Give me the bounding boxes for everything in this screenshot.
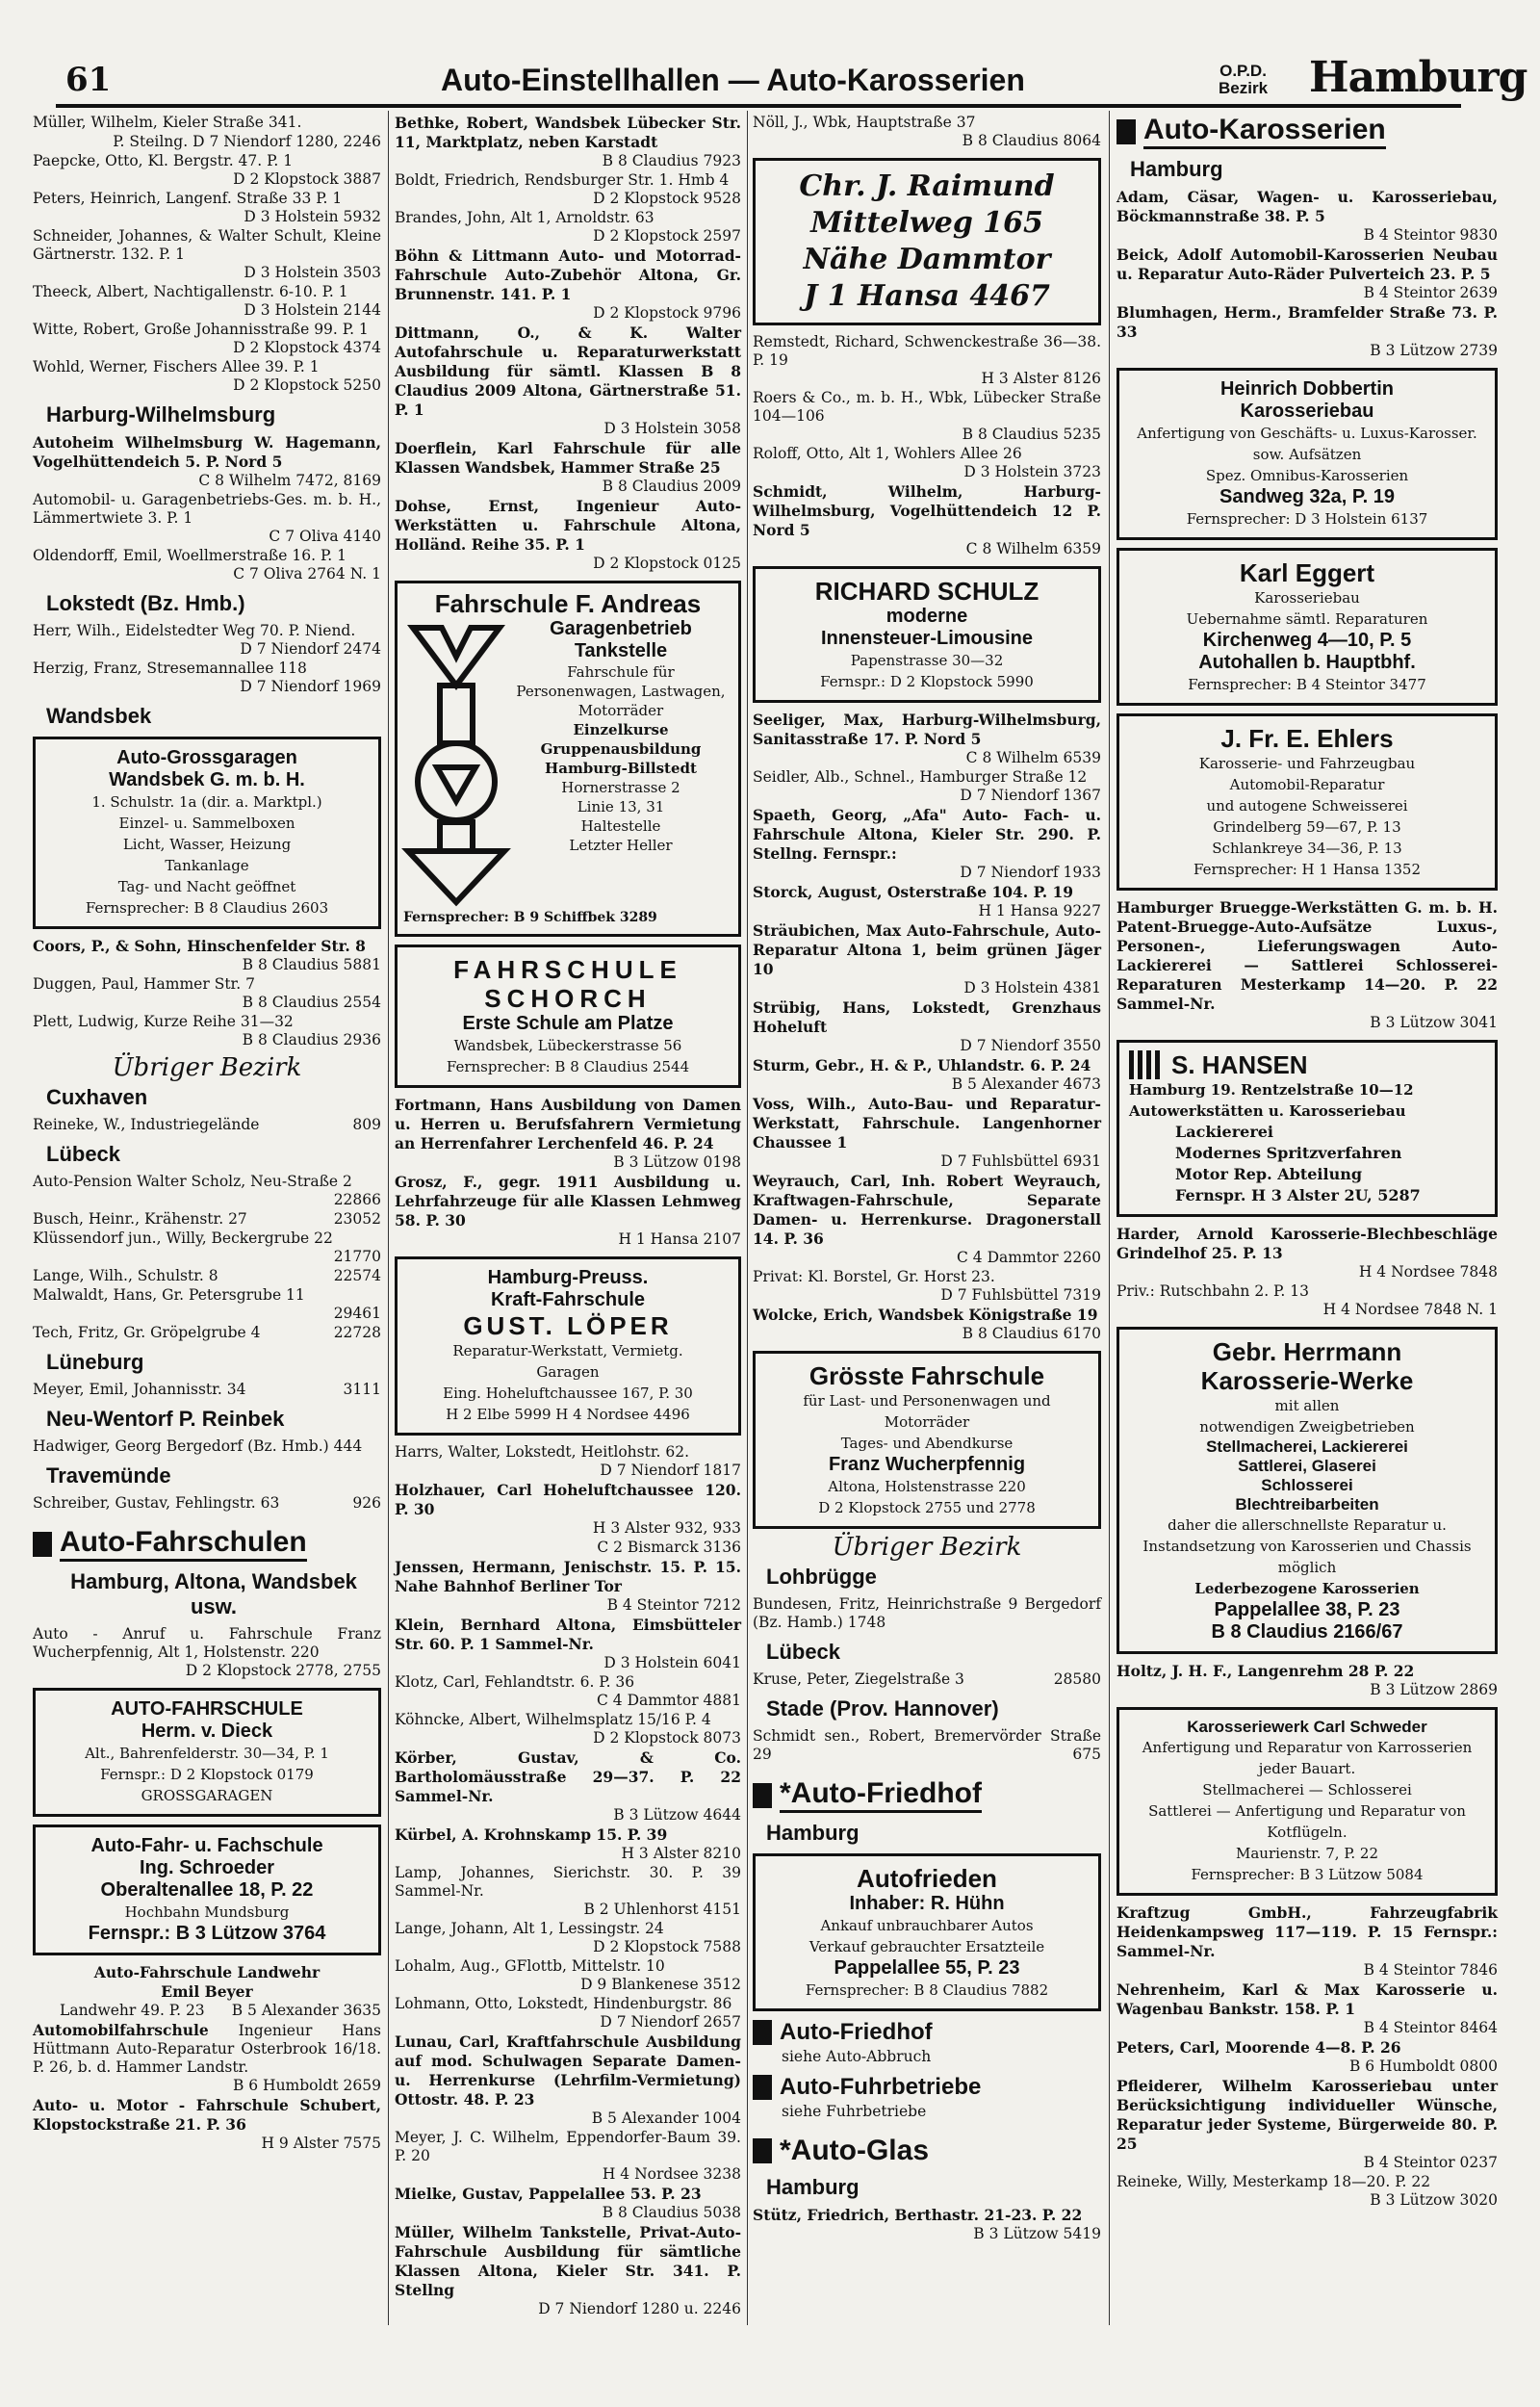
listing-entry: Paepcke, Otto, Kl. Bergstr. 47. P. 1 D 2 Klopstock 3887: [33, 152, 381, 188]
subheading-cuxhaven: Cuxhaven: [46, 1085, 148, 1109]
ad-box-andreas: Fahrschule F. Andreas Garagenbetrieb Tankstelle Fahrschule für Personenwagen, Lastwagen, Motorräder Einzelkurse Gruppenausbildung Hamburg-Billstedt Hornerstrasse 2 Linie 13, 31 Haltestelle Letzter Heller Fernsprecher: B 9 Schiffbek 3289: [395, 581, 741, 937]
section-auto-fuhrbetriebe: Auto-Fuhrbetriebe: [753, 2074, 1101, 2101]
listing-entry: Bundesen, Fritz, Heinrichstraße 9 Bergedorf (Bz. Hamb.) 1748: [753, 1595, 1101, 1631]
listing-entry: Plett, Ludwig, Kurze Reihe 31—32 B 8 Claudius 2936: [33, 1013, 381, 1048]
header-rule: [56, 104, 1461, 108]
listing-entry: Strübig, Hans, Lokstedt, Grenzhaus Hoheluft D 7 Niendorf 3550: [753, 998, 1101, 1054]
listing-entry: Klein, Bernhard Altona, Eimsbütteler Str. 60. P. 1 Sammel-Nr. D 3 Holstein 6041: [395, 1616, 741, 1671]
listing-entry: Seeliger, Max, Harburg-Wilhelmsburg, Sanitasstraße 17. P. Nord 5 C 8 Wilhelm 6539: [753, 711, 1101, 766]
ad-box-ehlers: J. Fr. E. Ehlers Karosserie- und Fahrzeugbau Automobil-Reparatur und autogene Schweisserei Grindelberg 59—67, P. 13 Schlankreye 34—36, P. 13 Fernsprecher: H 1 Hansa 1352: [1116, 713, 1498, 891]
listing-entry: Remstedt, Richard, Schwenckestraße 36—38. P. 19 H 3 Alster 8126: [753, 333, 1101, 387]
subheading-harburg: Harburg-Wilhelmsburg: [46, 402, 276, 427]
section-square-icon: [753, 2075, 772, 2100]
listing-entry: Kruse, Peter, Ziegelstraße 3 28580: [753, 1670, 1101, 1688]
listing-entry: Klüssendorf jun., Willy, Beckergrube 22 21770: [33, 1229, 381, 1265]
listing-entry: Automobilfahrschule Ingenieur Hans Hüttmann Auto-Reparatur Osterbrook 16/18. P. 26, b. d. Hammer Landstr. B 6 Humboldt 2659: [33, 2021, 381, 2094]
listing-entry: Reineke, Willy, Mesterkamp 18—20. P. 22 B 3 Lützow 3020: [1116, 2173, 1498, 2209]
listing-entry: Kraftzug GmbH., Fahrzeugfabrik Heidenkampsweg 117—119. P. 15 Fernspr.: Sammel-Nr. B 4 Steintor 7846: [1116, 1903, 1498, 1979]
listing-entry: Blumhagen, Herm., Bramfelder Straße 73. P. 33 B 3 Lützow 2739: [1116, 303, 1498, 359]
column-1: [33, 114, 381, 2290]
subheading-hamburg: Hamburg: [766, 2175, 860, 2199]
page-title: Auto-Einstellhallen — Auto-Karosserien: [441, 63, 1025, 97]
listing-entry: Auto-Pension Walter Scholz, Neu-Straße 2 22866: [33, 1173, 381, 1208]
ad-box-herrmann: Gebr. Herrmann Karosserie-Werke mit allen notwendigen Zweigbetrieben Stellmacherei, Lackiererei Sattlerei, Glaserei Schlosserei Blechtreibarbeiten daher die allerschnellste Reparatur u. Instandsetzung von Karosserien und Chassis möglich Lederbezogene Karosserien Pappelallee 38, P. 23 B 8 Claudius 2166/67: [1116, 1327, 1498, 1654]
listing-entry: Fortmann, Hans Ausbildung von Damen u. Herren u. Berufsfahrern Vermietung an Herrenfahrer Lerchenfeld 46. P. 24 B 3 Lützow 0198: [395, 1096, 741, 1171]
listing-entry: Boldt, Friedrich, Rendsburger Str. 1. Hmb 4 D 2 Klopstock 9528: [395, 171, 741, 207]
subheading-luebeck: Lübeck: [766, 1640, 841, 1664]
ad-box-raimund: Chr. J. Raimund Mittelweg 165 Nähe Dammtor J 1 Hansa 4467: [753, 158, 1101, 325]
page-header: [56, 53, 1527, 102]
see-reference: siehe Auto-Abbruch: [782, 2048, 932, 2065]
listing-entry: Meyer, J. C. Wilhelm, Eppendorfer-Baum 39. P. 20 H 4 Nordsee 3238: [395, 2129, 741, 2183]
section-auto-fahrschulen: Auto-Fahrschulen: [33, 1526, 381, 1562]
listing-entry: Doerflein, Karl Fahrschule für alle Klassen Wandsbek, Hammer Straße 25 B 8 Claudius 2009: [395, 439, 741, 495]
listing-entry: Brandes, John, Alt 1, Arnoldstr. 63 D 2 Klopstock 2597: [395, 209, 741, 245]
listing-entry: Grosz, F., gegr. 1911 Ausbildung u. Lehrfahrzeuge für alle Klassen Lehmweg 58. P. 30 H 1 Hansa 2107: [395, 1173, 741, 1248]
section-auto-friedhof-ref: Auto-Friedhof: [753, 2019, 1101, 2046]
listing-entry: Duggen, Paul, Hammer Str. 7 B 8 Claudius 2554: [33, 975, 381, 1011]
section-square-icon: [33, 1532, 52, 1557]
listing-entry: Schneider, Johannes, & Walter Schult, Kleine Gärtnerstr. 132. P. 1 D 3 Holstein 3503: [33, 227, 381, 281]
subheading-luebeck: Lübeck: [46, 1142, 121, 1166]
ad-box-dieck: AUTO-FAHRSCHULE Herm. v. Dieck Alt., Bahrenfelderstr. 30—34, P. 1 Fernspr.: D 2 Klopstock 0179 GROSSGARAGEN: [33, 1688, 381, 1817]
section-square-icon: [753, 2138, 772, 2163]
subheading-uebriger-bezirk: Übriger Bezirk: [112, 1053, 302, 1082]
listing-entry: Harrs, Walter, Lokstedt, Heitlohstr. 62. D 7 Niendorf 1817: [395, 1443, 741, 1479]
listing-entry: Tech, Fritz, Gr. Gröpelgrube 4 22728: [33, 1324, 381, 1341]
city-heading: Hamburg: [1309, 53, 1527, 102]
subheading-stade: Stade (Prov. Hannover): [766, 1696, 999, 1721]
listing-entry: Lange, Johann, Alt 1, Lessingstr. 24 D 2 Klopstock 7588: [395, 1920, 741, 1955]
listing-entry: Lange, Wilh., Schulstr. 8 22574: [33, 1267, 381, 1284]
listing-entry: Malwaldt, Hans, Gr. Petersgrube 11 29461: [33, 1286, 381, 1322]
subheading-hamburg: Hamburg: [1130, 157, 1223, 181]
listing-entry: Kürbel, A. Krohnskamp 15. P. 39 H 3 Alster 8210: [395, 1825, 741, 1862]
listing-entry: Wolcke, Erich, Wandsbek Königstraße 19 B 8 Claudius 6170: [753, 1306, 1101, 1342]
listing-entry: Peters, Heinrich, Langenf. Straße 33 P. 1 D 3 Holstein 5932: [33, 190, 381, 225]
section-auto-glas: *Auto-Glas: [753, 2135, 1101, 2167]
listing-entry: Pfleiderer, Wilhelm Karosseriebau unter Berücksichtigung individueller Wünsche, Reparatur jeder Systeme, Bürgerweide 80. P. 25 B 4 Steintor 0237: [1116, 2077, 1498, 2171]
listing-entry: Adam, Cäsar, Wagen- u. Karosseriebau, Böckmannstraße 38. P. 5 B 4 Steintor 9830: [1116, 188, 1498, 244]
listing-entry: Schreiber, Gustav, Fehlingstr. 63 926: [33, 1494, 381, 1512]
listing-entry: Sturm, Gebr., H. & P., Uhlandstr. 6. P. 24 B 5 Alexander 4673: [753, 1056, 1101, 1093]
listing-entry: Nehrenheim, Karl & Max Karosserie u. Wagenbau Bankstr. 158. P. 1 B 4 Steintor 8464: [1116, 1980, 1498, 2036]
listing-entry: Dohse, Ernst, Ingenieur Auto-Werkstätten u. Fahrschule Altona, Holländ. Reihe 35. P. 1 D 2 Klopstock 0125: [395, 497, 741, 572]
ad-box-schroeder: Auto-Fahr- u. Fachschule Ing. Schroeder Oberaltenallee 18, P. 22 Hochbahn Mundsburg Fernspr.: B 3 Lützow 3764: [33, 1825, 381, 1955]
listing-entry: Klotz, Carl, Fehlandtstr. 6. P. 36 C 4 Dammtor 4881: [395, 1673, 741, 1709]
ad-box-hansen: S. HANSEN Hamburg 19. Rentzelstraße 10—12 Autowerkstätten u. Karosseriebau Lackiererei Modernes Spritzverfahren Motor Rep. Abteilung Fernspr. H 3 Alster 2U, 5287: [1116, 1040, 1498, 1217]
section-square-icon: [1116, 119, 1136, 144]
listing-entry: Schmidt, Wilhelm, Harburg-Wilhelmsburg, Vogelhüttendeich 12 P. Nord 5 C 8 Wilhelm 6359: [753, 482, 1101, 557]
listing-entry: Weyrauch, Carl, Inh. Robert Weyrauch, Kraftwagen-Fahrschule, Separate Damen- u. Herrenkurse. Dragonerstall 14. P. 36 C 4 Dammtor 2260: [753, 1172, 1101, 1266]
listing-entry: Witte, Robert, Große Johannisstraße 99. P. 1 D 2 Klopstock 4374: [33, 321, 381, 356]
ad-box-schorch: FAHRSCHULE SCHORCH Erste Schule am Platze Wandsbek, Lübeckerstrasse 56 Fernsprecher: B 8 Claudius 2544: [395, 945, 741, 1088]
section-square-icon: [753, 2020, 772, 2045]
section-auto-friedhof: *Auto-Friedhof: [753, 1777, 1101, 1813]
ad-box-autofrieden: Autofrieden Inhaber: R. Hühn Ankauf unbrauchbarer Autos Verkauf gebrauchter Ersatzteile Pappelallee 55, P. 23 Fernsprecher: B 8 Claudius 7882: [753, 1853, 1101, 2011]
subheading-travemuende: Travemünde: [46, 1463, 171, 1488]
listing-entry: Roloff, Otto, Alt 1, Wohlers Allee 26 D 3 Holstein 3723: [753, 445, 1101, 480]
listing-entry: Schmidt sen., Robert, Bremervörder Straße 29 675: [753, 1727, 1101, 1763]
page-number: 61: [65, 61, 112, 99]
ad-box-dobbertin: Heinrich Dobbertin Karosseriebau Anfertigung von Geschäfts- u. Luxus-Karosser. sow. Aufsätzen Spez. Omnibus-Karosserien Sandweg 32a, P. 19 Fernsprecher: D 3 Holstein 6137: [1116, 368, 1498, 540]
listing-entry: Oldendorff, Emil, Woellmerstraße 16. P. 1 C 7 Oliva 2764 N. 1: [33, 547, 381, 582]
ad-box-loeper: Hamburg-Preuss. Kraft-Fahrschule GUST. LÖPER Reparatur-Werkstatt, Vermietg. Garagen Eing. Hoheluftchaussee 167, P. 30 H 2 Elbe 5999 H 4 Nordsee 4496: [395, 1256, 741, 1436]
arrow-logo-icon: [403, 618, 509, 907]
listing-entry: Harder, Arnold Karosserie-Blechbeschläge Grindelhof 25. P. 13 H 4 Nordsee 7848: [1116, 1225, 1498, 1281]
listing-entry: Privat: Kl. Borstel, Gr. Horst 23. D 7 Fuhlsbüttel 7319: [753, 1268, 1101, 1304]
listing-entry: Stütz, Friedrich, Berthastr. 21-23. P. 22 B 3 Lützow 5419: [753, 2206, 1101, 2242]
listing-entry: Automobil- u. Garagenbetriebs-Ges. m. b. H., Lämmertwiete 3. P. 1 C 7 Oliva 4140: [33, 491, 381, 545]
ad-box-grossgaragen: Auto-Grossgaragen Wandsbek G. m. b. H. 1. Schulstr. 1a (dir. a. Marktpl.) Einzel- u. Sammelboxen Licht, Wasser, Heizung Tankanlage Tag- und Nacht geöffnet Fernsprecher: B 8 Claudius 2603: [33, 737, 381, 929]
listing-entry: Müller, Wilhelm Tankstelle, Privat-Auto-Fahrschule Ausbildung für sämtliche Klassen Altona, Kieler Str. 341. P. Stellng D 7 Niendorf 1280 u. 2246: [395, 2223, 741, 2317]
listing-entry: Roers & Co., m. b. H., Wbk, Lübecker Straße 104—106 B 8 Claudius 5235: [753, 389, 1101, 443]
ad-box-schweder: Karosseriewerk Carl Schweder Anfertigung und Reparatur von Karrosserien jeder Bauart. Stellmacherei — Schlosserei Sattlerei — Anfertigung und Reparatur von Kotflügeln. Maurienstr. 7, P. 22 Fernsprecher: B 3 Lützow 5084: [1116, 1707, 1498, 1896]
column-divider: [747, 111, 748, 2325]
column-divider: [388, 111, 389, 2325]
column-3: [753, 114, 1101, 2290]
listing-entry: Holtz, J. H. F., Langenrehm 28 P. 22 B 3 Lützow 2869: [1116, 1662, 1498, 1698]
listing-entry: Priv.: Rutschbahn 2. P. 13 H 4 Nordsee 7848 N. 1: [1116, 1282, 1498, 1318]
listing-entry: Böhn & Littmann Auto- und Motorrad-Fahrschule Auto-Zubehör Altona, Gr. Brunnenstr. 141. P. 1 D 2 Klopstock 9796: [395, 246, 741, 322]
listing-entry: Dittmann, O., & K. Walter Autofahrschule u. Reparaturwerkstatt Ausbildung für sämtl. Klassen B 8 Claudius 2009 Altona, Gärtnerstraße 51. P. 1 D 3 Holstein 3058: [395, 324, 741, 437]
listing-entry: Seidler, Alb., Schnel., Hamburger Straße 12 D 7 Niendorf 1367: [753, 768, 1101, 804]
listing-entry: Lohalm, Aug., GFlottb, Mittelstr. 10 D 9 Blankenese 3512: [395, 1957, 741, 1993]
listing-entry: Meyer, Emil, Johannisstr. 34 3111: [33, 1381, 381, 1398]
listing-entry: Jenssen, Hermann, Jenischstr. 15. P. 15. Nahe Bahnhof Berliner Tor B 4 Steintor 7212: [395, 1558, 741, 1614]
listing-entry: Wohld, Werner, Fischers Allee 39. P. 1 D 2 Klopstock 5250: [33, 358, 381, 394]
listing-entry: Peters, Carl, Moorende 4—8. P. 26 B 6 Humboldt 0800: [1116, 2038, 1498, 2075]
listing-entry: Mielke, Gustav, Pappelallee 53. P. 23 B 8 Claudius 5038: [395, 2185, 741, 2221]
section-square-icon: [753, 1783, 772, 1808]
subheading-wandsbek: Wandsbek: [46, 704, 152, 728]
listing-entry: Voss, Wilh., Auto-Bau- und Reparatur-Werkstatt, Fahrschule. Langenhorner Chaussee 1 D 7 Fuhlsbüttel 6931: [753, 1095, 1101, 1170]
entry-list: [33, 114, 381, 395]
listing-entry: Auto- u. Motor - Fahrschule Schubert, Klopstockstraße 21. P. 36 H 9 Alster 7575: [33, 2096, 381, 2152]
listing-entry: Busch, Heinr., Krähenstr. 27 23052: [33, 1210, 381, 1228]
listing-entry: Herr, Wilh., Eidelstedter Weg 70. P. Niend. D 7 Niendorf 2474: [33, 622, 381, 658]
listing-entry: C 2 Bismarck 3136: [597, 1539, 741, 1556]
listing-entry: Auto-Fahrschule Landwehr Emil Beyer Landwehr 49. P. 23 B 5 Alexander 3635: [60, 1963, 381, 2019]
ad-box-groesste-fahrschule: Grösste Fahrschule für Last- und Personenwagen und Motorräder Tages- und Abendkurse Franz Wucherpfennig Altona, Holstenstrasse 220 D 2 Klopstock 2755 und 2778: [753, 1351, 1101, 1529]
subheading-lohbruegge: Lohbrügge: [766, 1565, 877, 1589]
listing-entry: Körber, Gustav, & Co. Bartholomäusstraße 29—37. P. 22 Sammel-Nr. B 3 Lützow 4644: [395, 1748, 741, 1824]
listing-entry: P. Steilng. D 7 Niendorf 1280, 2246: [113, 133, 381, 150]
listing-entry: Nöll, J., Wbk, Hauptstraße 37 B 8 Claudius 8064: [753, 114, 1101, 149]
listing-entry: Lohmann, Otto, Lokstedt, Hindenburgstr. 86 D 7 Niendorf 2657: [395, 1995, 741, 2031]
subheading-neu-wentorf: Neu-Wentorf P. Reinbek: [46, 1407, 285, 1431]
subheading-hamburg: Hamburg: [766, 1821, 860, 1845]
listing-entry: Storck, August, Osterstraße 104. P. 19 H 1 Hansa 9227: [753, 883, 1101, 919]
listing-entry: Beick, Adolf Automobil-Karosserien Neubau u. Reparatur Auto-Räder Pulverteich 23. P. 5 B 4 Steintor 2639: [1116, 246, 1498, 301]
listing-entry: Auto - Anruf u. Fahrschule Franz Wucherpfennig, Alt 1, Holstenstr. 220 D 2 Klopstock 2778, 2755: [33, 1625, 381, 1679]
listing-entry: Köhncke, Albert, Wilhelmsplatz 15/16 P. 4 D 2 Klopstock 8073: [395, 1711, 741, 1747]
listing-entry: Lamp, Johannes, Sierichstr. 30. P. 39 Sammel-Nr. B 2 Uhlenhorst 4151: [395, 1864, 741, 1918]
listing-entry: Coors, P., & Sohn, Hinschenfelder Str. 8 B 8 Claudius 5881: [33, 937, 381, 973]
ad-box-eggert: Karl Eggert Karosseriebau Uebernahme sämtl. Reparaturen Kirchenweg 4—10, P. 5 Autohallen b. Hauptbhf. Fernsprecher: B 4 Steintor 3477: [1116, 548, 1498, 706]
listing-entry: Sträubichen, Max Auto-Fahrschule, Auto-Reparatur Altona 1, beim grünen Jäger 10 D 3 Holstein 4381: [753, 921, 1101, 996]
subheading-hamburg-altona: Hamburg, Altona, Wandsbek usw.: [70, 1569, 357, 1618]
listing-entry: Theeck, Albert, Nachtigallenstr. 6-10. P. 1 D 3 Holstein 2144: [33, 283, 381, 319]
bars-logo-icon: [1129, 1050, 1162, 1079]
section-auto-karosserien: Auto-Karosserien: [1116, 114, 1498, 149]
column-4: [1116, 114, 1498, 2290]
listing-entry: Holzhauer, Carl Hoheluftchaussee 120. P. 30 H 3 Alster 932, 933: [395, 1481, 741, 1537]
subheading-uebriger-bezirk: Übriger Bezirk: [832, 1533, 1022, 1562]
opd-label: O.P.D. Bezirk: [1219, 62, 1269, 97]
listing-entry: Autoheim Wilhelmsburg W. Hagemann, Vogelhüttendeich 5. P. Nord 5 C 8 Wilhelm 7472, 8169: [33, 433, 381, 489]
ad-box-richard-schulz: RICHARD SCHULZ moderne Innensteuer-Limousine Papenstrasse 30—32 Fernspr.: D 2 Klopstock 5990: [753, 566, 1101, 703]
subheading-lokstedt: Lokstedt (Bz. Hmb.): [46, 591, 245, 615]
listing-entry: Reineke, W., Industriegelände 809: [33, 1116, 381, 1133]
listing-entry: Hadwiger, Georg Bergedorf (Bz. Hmb.) 444: [33, 1437, 363, 1455]
listing-entry: Bethke, Robert, Wandsbek Lübecker Str. 11, Marktplatz, neben Karstadt B 8 Claudius 7923: [395, 114, 741, 169]
column-divider: [1109, 111, 1110, 2325]
listing-entry: Herzig, Franz, Stresemannallee 118 D 7 Niendorf 1969: [33, 660, 381, 695]
column-2: [395, 114, 741, 2317]
subheading-lueneburg: Lüneburg: [46, 1350, 144, 1374]
listing-entry: Hamburger Bruegge-Werkstätten G. m. b. H. Patent-Bruegge-Auto-Aufsätze Luxus-, Personen-, Lieferungswagen Auto-Lackiererei — Sattlerei Schlosserei-Reparaturen Mesterkamp 14—20. P. 22 Sammel-Nr. B 3 Lützow 3041: [1116, 898, 1498, 1031]
listing-entry: Müller, Wilhelm, Kieler Straße 341.: [33, 114, 302, 131]
listing-entry: Lunau, Carl, Kraftfahrschule Ausbildung auf mod. Schulwagen Separate Damen- u. Herrenkurse (Lehrfilm-Vermietung) Ottostr. 48. P. 23 B 5 Alexander 1004: [395, 2032, 741, 2127]
listing-entry: Spaeth, Georg, „Afa" Auto- Fach- u. Fahrschule Altona, Kieler Str. 290. P. Stellng. Fernspr.: D 7 Niendorf 1933: [753, 806, 1101, 881]
see-reference: siehe Fuhrbetriebe: [782, 2103, 927, 2120]
